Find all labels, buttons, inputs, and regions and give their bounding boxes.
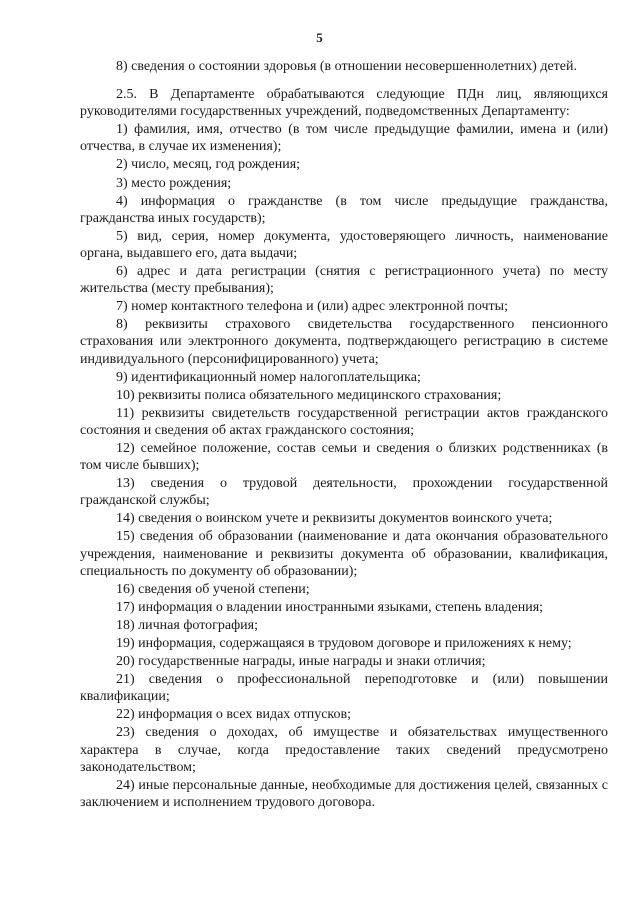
list-item: 15) сведения об образовании (наименование и дата окончания образовательного учреждения, наименование и реквизиты документа об образовании, квалификация, специальность по документу об образовании); [80, 529, 608, 579]
list-item: 7) номер контактного телефона и (или) адрес электронной почты; [116, 299, 508, 315]
list-item: 4) информация о гражданстве (в том числе предыдущие гражданства, гражданства иных государств); [80, 193, 608, 226]
paragraph: 8) сведения о состоянии здоровья (в отношении несовершеннолетних) детей. [116, 59, 577, 74]
list-item: 23) сведения о доходах, об имуществе и обязательствах имущественного характера в случае, когда предоставление таких сведений предусмотрено законодательством; [80, 725, 608, 775]
list-item: 11) реквизиты свидетельств государственной регистрации актов гражданского состояния и сведения об актах гражданского состояния; [80, 405, 608, 438]
section-heading-paragraph: 2.5. В Департаменте обрабатываются следующие ПДн лиц, являющихся руководителями государственных учреждений, подведомственных Департаменту: [80, 87, 608, 120]
list-item: 22) информация о всех видах отпусков; [116, 707, 352, 723]
list-item: 16) сведения об ученой степени; [116, 581, 310, 597]
list-item: 17) информация о владении иностранными языками, степень владения; [116, 599, 544, 615]
list-item: 9) идентификационный номер налогоплательщика; [116, 369, 421, 385]
list-item: 20) государственные награды, иные награды и знаки отличия; [116, 654, 486, 670]
list-item: 10) реквизиты полиса обязательного медицинского страхования; [116, 387, 502, 403]
list-item: 19) информация, содержащаяся в трудовом договоре и приложениях к нему; [116, 636, 572, 651]
list-item: 8) реквизиты страхового свидетельства государственного пенсионного страхования или электронного документа, подтверждающего регистрацию в системе индивидуального (персонифицированного) учета; [80, 317, 608, 367]
list-item: 14) сведения о воинском учете и реквизиты документов воинского учета; [116, 511, 553, 527]
list-item: 2) число, месяц, год рождения; [116, 157, 301, 173]
page-number: 5 [316, 30, 323, 45]
list-item: 6) адрес и дата регистрации (снятия с регистрационного учета) по месту жительства (месту пребывания); [80, 264, 608, 297]
document-body [80, 58, 608, 812]
list-item: 21) сведения о профессиональной переподготовке и (или) повышении квалификации; [80, 672, 608, 705]
list-item: 18) личная фотография; [116, 617, 258, 633]
list-item: 13) сведения о трудовой деятельности, прохождении государственной гражданской службы; [80, 476, 608, 509]
list-item: 5) вид, серия, номер документа, удостоверяющего личность, наименование органа, выдавшего его, дата выдачи; [80, 228, 608, 261]
list-item: 3) место рождения; [116, 175, 232, 191]
list-item: 1) фамилия, имя, отчество (в том числе предыдущие фамилии, имена и (или) отчества, в случае их изменения); [80, 122, 608, 155]
list-item: 12) семейное положение, состав семьи и сведения о близких родственниках (в том числе бывших); [80, 440, 608, 474]
list-item: 24) иные персональные данные, необходимые для достижения целей, связанных с заключением и исполнением трудового договора. [80, 777, 608, 810]
